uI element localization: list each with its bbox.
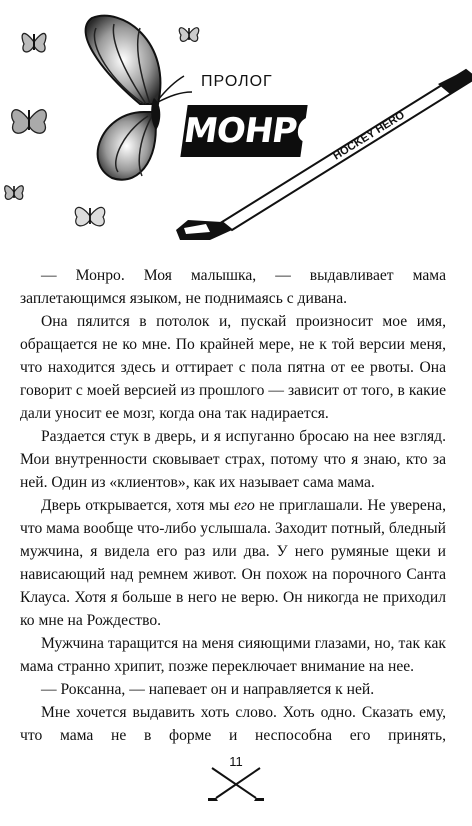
- emphasis-text: его: [233, 497, 255, 514]
- paragraph: Она пялится в потолок и, пускай произносит мое имя, обращается не ко мне. По крайней мере, не к той версии меня, что находится здесь и оттирает с пола пятна от ее рвоты. Она говорит с моей версией из прошлого — зависит от того, в какие дали уносит ее мозг, когда она так надирается.: [20, 313, 446, 422]
- paragraph: — Монро. Моя малышка, — выдавливает мама заплетающимся языком, не поднимаясь с дивана.: [20, 267, 446, 307]
- page-number: 11: [229, 754, 243, 769]
- body-text: [20, 264, 446, 747]
- text-run: не приглашали. Не уверена, что мама вообще что-либо услышала. Заходит потный, бледный мужчина, я видела его раз или два. У него румяные щеки и нависающий над ремнем живот. Он похож на порочного Санта Клауса. Хотя я больше в него не верю. Он никогда не приходил ко мне на Рождество.: [20, 497, 446, 629]
- chapter-header: [0, 0, 472, 250]
- butterfly-icon: [18, 22, 50, 62]
- paragraph: Мужчина таращится на меня сияющими глазами, но, так как мама странно хрипит, позже переключает внимание на нее.: [20, 635, 446, 675]
- chapter-title: МОНРО: [180, 105, 307, 157]
- butterfly-icon: [176, 20, 202, 48]
- butterfly-icon: [2, 178, 26, 206]
- butterfly-icon: [70, 198, 110, 234]
- paragraph: Раздается стук в дверь, и я испуганно бросаю на нее взгляд. Мои внутренности сковывает страх, потому что я знаю, кто за ней. Один из «клиентов», как их называет сама мама.: [20, 428, 446, 491]
- paragraph: [20, 494, 446, 632]
- page-footer: [204, 752, 268, 806]
- text-run: Дверь открывается, хотя мы: [41, 497, 234, 514]
- butterfly-icon: [6, 98, 52, 142]
- stick-brand-label: HOCKEY HERO: [331, 109, 407, 163]
- paragraph: — Роксанна, — напевает он и направляется к ней.: [41, 681, 375, 698]
- section-label: ПРОЛОГ: [201, 73, 273, 90]
- paragraph: Мне хочется выдавить хоть слово. Хоть одно. Сказать ему, что мама не в форме и неспособна его принять,: [20, 704, 446, 744]
